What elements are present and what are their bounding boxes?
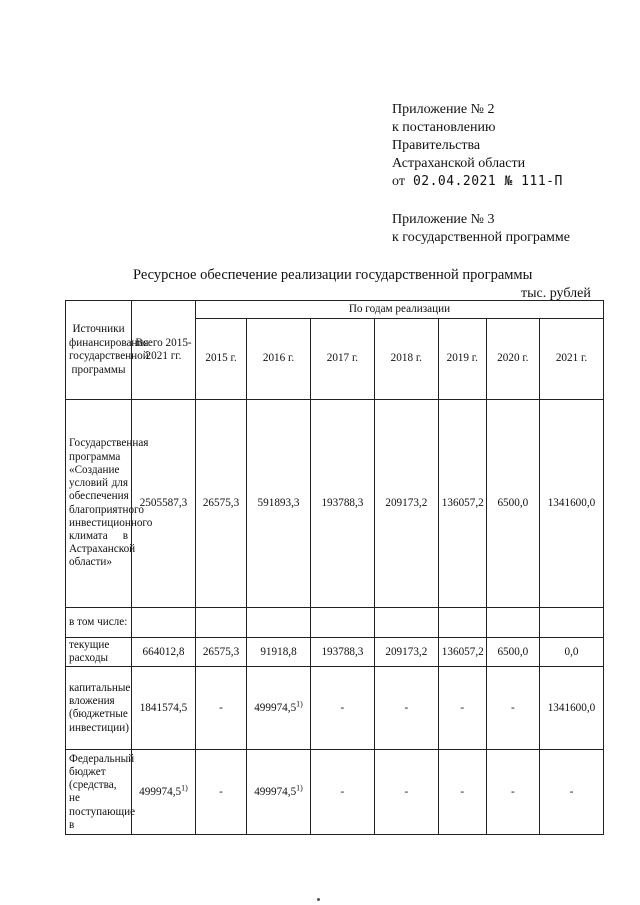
footnote-mark: 1) xyxy=(296,699,303,709)
cell-value xyxy=(195,608,246,638)
cell-value: - xyxy=(374,667,438,750)
cell-value xyxy=(486,608,539,638)
row-label: Государственная программа «Создание условий для обеспечения благоприятного инвестиционного климата в Астраханской области» xyxy=(66,400,132,608)
header-total: Всего 2015-2021 гг. xyxy=(132,301,196,400)
cell-value: 6500,0 xyxy=(486,400,539,608)
cell-value: 209173,2 xyxy=(374,400,438,608)
cell-value: 193788,3 xyxy=(310,638,374,667)
appendix-3-header xyxy=(392,211,570,247)
header-year: 2017 г. xyxy=(310,319,374,400)
cell-value: - xyxy=(374,750,438,835)
cell-value: - xyxy=(195,750,246,835)
cell-value: 591893,3 xyxy=(247,400,311,608)
cell-value xyxy=(310,608,374,638)
row-label: текущие расходы xyxy=(66,638,132,667)
date-stamp: 02.04.2021 № 111-П xyxy=(412,174,563,189)
cell-value: 209173,2 xyxy=(374,638,438,667)
table-row xyxy=(66,667,604,750)
cell-value xyxy=(374,608,438,638)
header-source: Источники финансирования государственной программы xyxy=(66,301,132,400)
cell-value: - xyxy=(438,750,486,835)
resource-table xyxy=(65,300,604,835)
footnote-mark: 1) xyxy=(296,783,303,793)
appendix-2-header xyxy=(392,101,632,191)
cell-value-text: 499974,5 xyxy=(254,701,297,714)
row-total-footnoted xyxy=(132,750,196,835)
cell-value: 136057,2 xyxy=(438,400,486,608)
cell-value: - xyxy=(195,667,246,750)
header-year: 2016 г. xyxy=(247,319,311,400)
appendix-2-line-2: Правительства xyxy=(392,138,481,153)
cell-value: 193788,3 xyxy=(310,400,374,608)
header-year: 2015 г. xyxy=(195,319,246,400)
appendix-2-line-1: к постановлению xyxy=(392,120,496,135)
header-year: 2019 г. xyxy=(438,319,486,400)
footnote-mark: 1) xyxy=(181,783,188,793)
row-total: 1841574,5 xyxy=(132,667,196,750)
table-row xyxy=(66,750,604,835)
appendix-3-title: Приложение № 3 xyxy=(392,212,495,227)
cell-value: - xyxy=(310,750,374,835)
cell-value: - xyxy=(539,750,603,835)
date-prefix: от xyxy=(392,174,405,189)
appendix-2-title: Приложение № 2 xyxy=(392,102,495,117)
cell-value-text: 499974,5 xyxy=(254,785,297,798)
document-title: Ресурсное обеспечение реализации государственной программы xyxy=(133,267,533,283)
cell-value: 91918,8 xyxy=(247,638,311,667)
cell-value: - xyxy=(438,667,486,750)
cell-value: 26575,3 xyxy=(195,400,246,608)
table-header-row xyxy=(66,301,604,319)
header-year: 2021 г. xyxy=(539,319,603,400)
cell-value: - xyxy=(486,750,539,835)
appendix-2-line-3: Астраханской области xyxy=(392,156,526,171)
row-total-text: 499974,5 xyxy=(139,785,182,798)
cell-value xyxy=(438,608,486,638)
units-label: тыс. рублей xyxy=(521,286,591,301)
cell-value-footnoted xyxy=(247,750,311,835)
cell-value: - xyxy=(486,667,539,750)
row-total: 2505587,3 xyxy=(132,400,196,608)
row-total xyxy=(132,608,196,638)
scan-speck xyxy=(317,898,320,901)
resolution-date-line xyxy=(392,173,632,191)
header-year: 2020 г. xyxy=(486,319,539,400)
cell-value xyxy=(539,608,603,638)
cell-value: 6500,0 xyxy=(486,638,539,667)
cell-value: 0,0 xyxy=(539,638,603,667)
appendix-3-line-1: к государственной программе xyxy=(392,230,570,245)
header-year: 2018 г. xyxy=(374,319,438,400)
cell-value: 1341600,0 xyxy=(539,667,603,750)
cell-value: 26575,3 xyxy=(195,638,246,667)
cell-value: 1341600,0 xyxy=(539,400,603,608)
table-row xyxy=(66,400,604,608)
row-label: Федеральный бюджет (средства, не поступающие в xyxy=(66,750,132,835)
row-label: капитальные вложения (бюджетные инвестиции) xyxy=(66,667,132,750)
cell-value xyxy=(247,608,311,638)
table-row xyxy=(66,608,604,638)
row-label: в том числе: xyxy=(66,608,132,638)
header-by-years: По годам реализации xyxy=(195,301,603,319)
table-row xyxy=(66,638,604,667)
row-total: 664012,8 xyxy=(132,638,196,667)
cell-value-footnoted xyxy=(247,667,311,750)
cell-value: 136057,2 xyxy=(438,638,486,667)
cell-value: - xyxy=(310,667,374,750)
